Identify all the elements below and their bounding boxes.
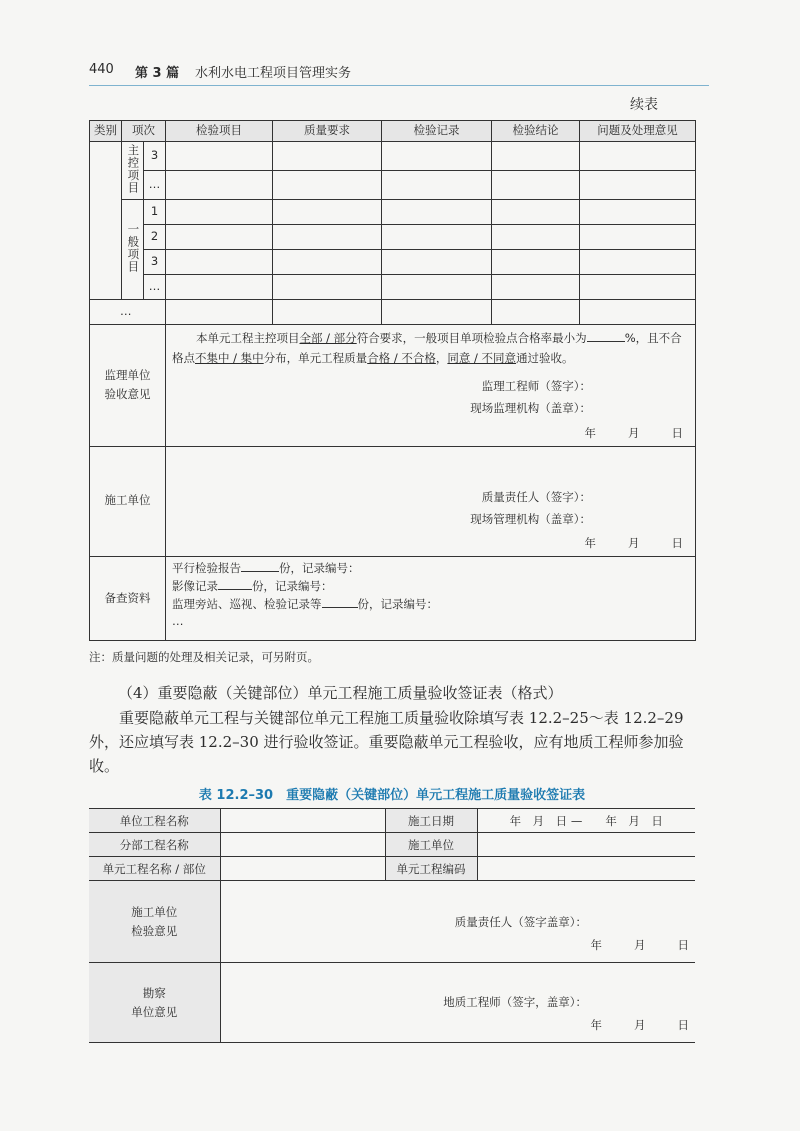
- row-label: 施工单位: [385, 833, 477, 857]
- table-header-row: [90, 121, 696, 142]
- table-row: [89, 833, 695, 857]
- construction-label: 施工单位: [90, 446, 166, 556]
- running-header: [89, 60, 709, 84]
- date-line: 年 月 日: [584, 425, 683, 440]
- row-label: 施工日期: [385, 809, 477, 833]
- col-header: 质量要求: [273, 121, 382, 142]
- table-row: [89, 809, 695, 833]
- table-row: [90, 200, 696, 225]
- table-row: [89, 857, 695, 881]
- supervision-text: 本单元工程主控项目全部 / 部分符合要求，一般项目单项检验点合格率最小为 %，且不合格点不集中 / 集中分布，单元工程质量合格 / 不合格，同意 / 不同意通过验收。: [172, 331, 682, 366]
- category-cell: [90, 142, 122, 300]
- construction-inspection-opinion: [220, 881, 695, 963]
- supervision-seal: 现场监理机构（盖章）：: [470, 401, 591, 416]
- row-label: 单元工程名称 / 部位: [89, 857, 220, 881]
- header-rule: [89, 85, 709, 86]
- col-header: 类别: [90, 121, 122, 142]
- construction-opinion: [166, 446, 696, 556]
- col-header: 检验结论: [492, 121, 580, 142]
- reference-line: 影像记录 份，记录编号：: [172, 578, 333, 593]
- reference-list: [166, 557, 696, 641]
- inspection-table: [89, 120, 696, 641]
- date-line: 年 月 日: [590, 938, 689, 953]
- main-group-label: 主控项目: [122, 142, 144, 200]
- book-title: 水利水电工程项目管理实务: [195, 66, 352, 81]
- item-number: 3: [144, 142, 166, 171]
- table-row: [89, 881, 695, 963]
- quality-signature: 质量责任人（签字）：: [481, 489, 591, 504]
- row-label: 单元工程编码: [385, 857, 477, 881]
- reference-row: [90, 557, 696, 641]
- construction-seal: 现场管理机构（盖章）：: [470, 511, 591, 526]
- geologist-signature: 地质工程师（签字，盖章）：: [443, 994, 587, 1009]
- reference-label: 备查资料: [90, 557, 166, 641]
- construction-row: [90, 446, 696, 556]
- table-row: [89, 963, 695, 1043]
- ellipsis-cell: …: [90, 300, 166, 325]
- date-line: 年 月 日: [590, 1018, 689, 1033]
- general-group-label: 一般项目: [122, 200, 144, 300]
- item-number: …: [144, 171, 166, 200]
- date-line: 年 月 日: [584, 535, 683, 550]
- table-row: [90, 275, 696, 300]
- table-row: [90, 171, 696, 200]
- body-paragraph: 重要隐蔽单元工程与关键部位单元工程施工质量验收除填写表 12.2–25～表 12.2–29 外，还应填写表 12.2–30 进行验收签证。重要隐蔽单元工程验收，应有地质工程师参加验收。: [89, 709, 684, 775]
- continued-label: 续表: [630, 97, 658, 113]
- item-number: 2: [144, 225, 166, 250]
- reference-line: 监理旁站、巡视、检验记录等 份，记录编号：: [172, 596, 438, 611]
- item-number: 1: [144, 200, 166, 225]
- supervision-row: [90, 325, 696, 447]
- signoff-table: [89, 808, 695, 1043]
- supervisor-signature: 监理工程师（签字）：: [481, 379, 591, 394]
- table-row: [90, 225, 696, 250]
- reference-line: …: [172, 614, 184, 629]
- row-label: 单位工程名称: [89, 809, 220, 833]
- col-header: 检验记录: [382, 121, 492, 142]
- section-heading: （4）重要隐蔽（关键部位）单元工程施工质量验收签证表（格式）: [118, 684, 563, 702]
- page-number: 440: [89, 62, 114, 77]
- table-note: 注：质量问题的处理及相关记录，可另附页。: [89, 650, 319, 664]
- item-number: …: [144, 275, 166, 300]
- item-number: 3: [144, 250, 166, 275]
- row-label: 分部工程名称: [89, 833, 220, 857]
- col-header: 检验项目: [166, 121, 273, 142]
- chapter-label: 第 3 篇: [135, 66, 180, 81]
- table-row: [90, 300, 696, 325]
- row-label: 施工单位 检验意见: [89, 881, 220, 963]
- supervision-label: 监理单位 验收意见: [90, 325, 166, 447]
- row-label: 勘察 单位意见: [89, 963, 220, 1043]
- survey-opinion: [220, 963, 695, 1043]
- table-row: [90, 250, 696, 275]
- reference-line: 平行检验报告 份，记录编号：: [172, 561, 360, 575]
- construction-date: 年 月 日 — 年 月 日: [477, 809, 695, 833]
- table-caption: 表 12.2–30 重要隐蔽（关键部位）单元工程施工质量验收签证表: [198, 788, 586, 803]
- table-row: [90, 142, 696, 171]
- col-header: 问题及处理意见: [580, 121, 696, 142]
- col-header: 项次: [122, 121, 166, 142]
- supervision-opinion: [166, 325, 696, 447]
- quality-signature: 质量责任人（签字盖章）：: [454, 914, 587, 929]
